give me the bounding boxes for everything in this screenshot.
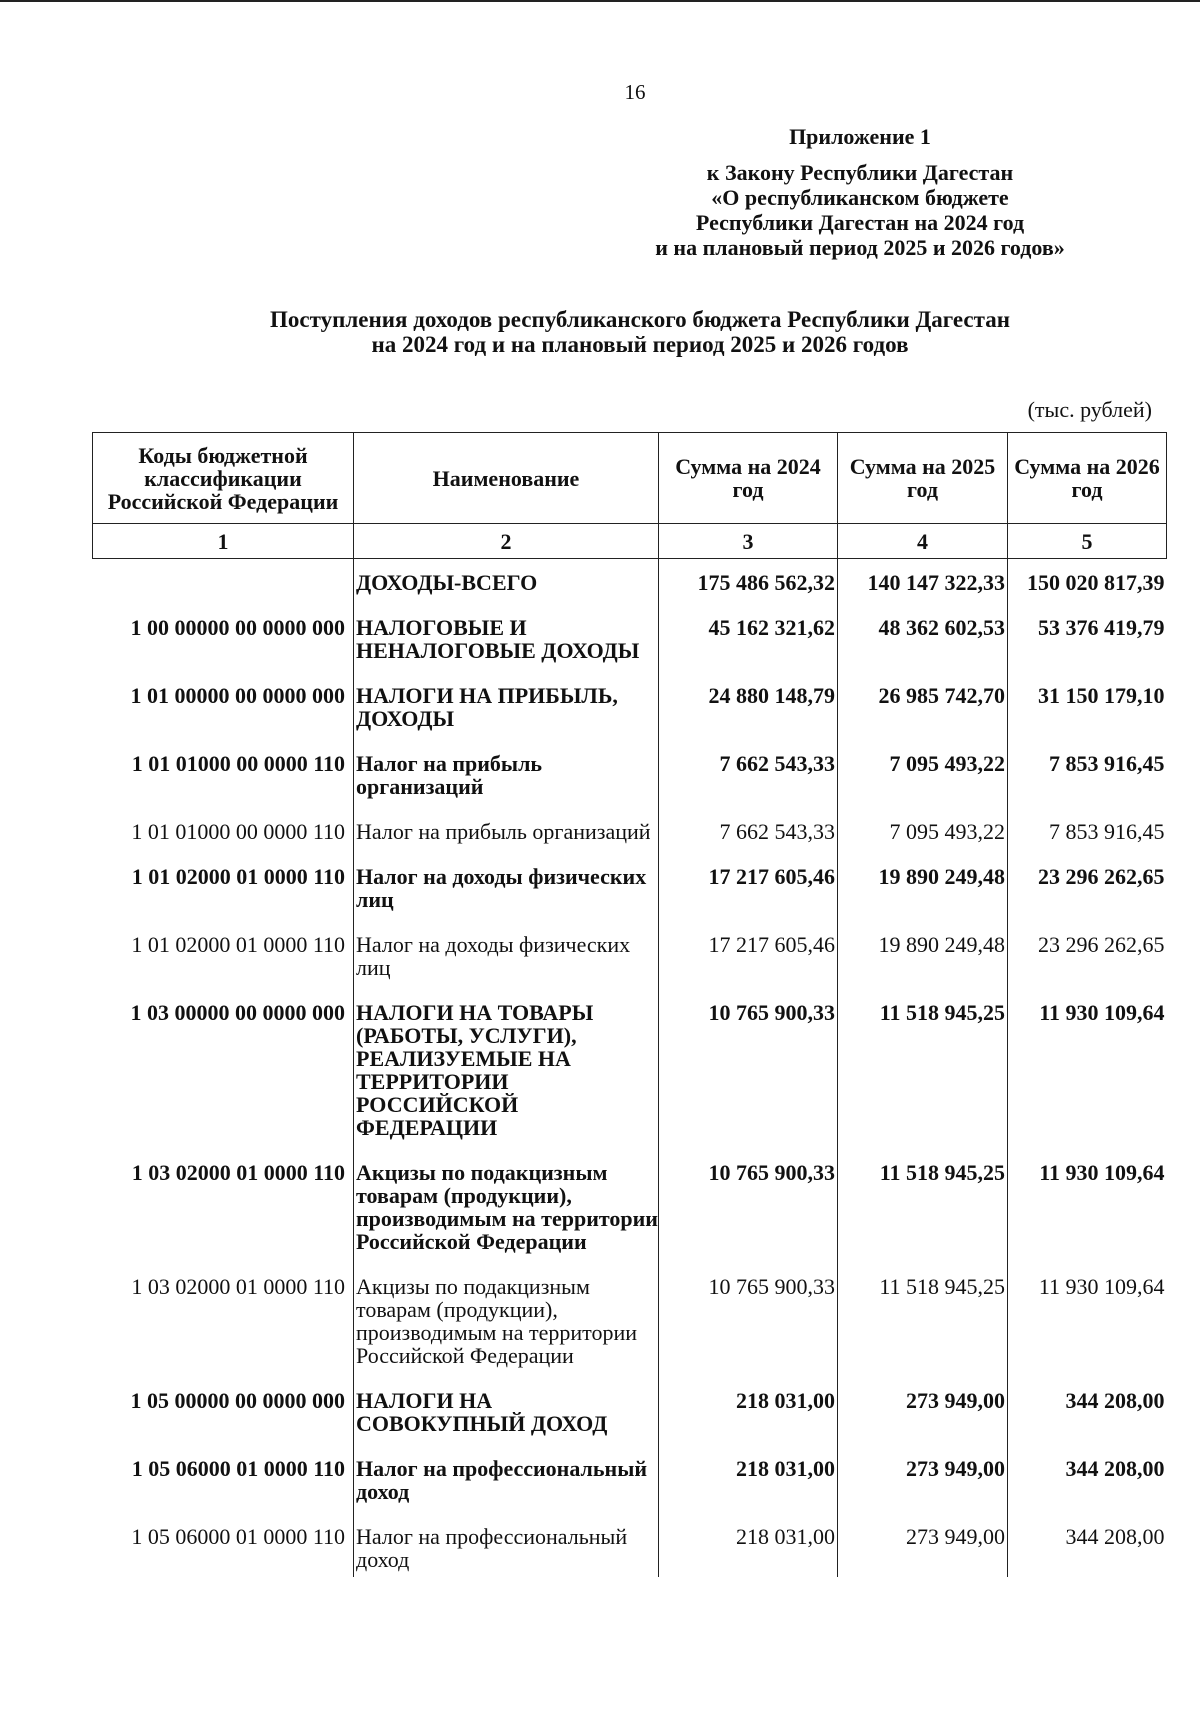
row-name: ДОХОДЫ-ВСЕГО — [354, 559, 659, 607]
row-sum-2024: 7 662 543,33 — [659, 810, 838, 855]
row-code: 1 05 06000 01 0000 110 — [131, 1456, 345, 1481]
table-row — [93, 1447, 1167, 1515]
row-name: Акцизы по подакцизным товарам (продукции), производимым на территории Российской Федерации — [354, 1151, 659, 1265]
row-sum-2025: 11 518 945,25 — [838, 1151, 1008, 1265]
row-sum-2025: 48 362 602,53 — [838, 606, 1008, 674]
column-number: 1 — [93, 524, 354, 559]
row-sum-2024: 17 217 605,46 — [659, 855, 838, 923]
table-row — [93, 742, 1167, 810]
row-sum-2026: 344 208,00 — [1065, 1456, 1165, 1481]
row-name: Налог на прибыль организаций — [354, 742, 659, 810]
row-sum-2024: 24 880 148,79 — [659, 674, 838, 742]
row-code: 1 00 00000 00 0000 000 — [130, 615, 345, 640]
header-sum-2024: Сумма на 2024 год — [659, 433, 838, 524]
appendix-line: и на плановый период 2025 и 2026 годов» — [655, 235, 1065, 260]
row-sum-2026: 11 930 109,64 — [1039, 1160, 1165, 1185]
row-sum-2025: 7 095 493,22 — [838, 742, 1008, 810]
row-code — [93, 559, 354, 607]
row-code: 1 03 00000 00 0000 000 — [130, 1000, 345, 1025]
row-code: 1 01 01000 00 0000 110 — [131, 819, 345, 844]
row-name: НАЛОГИ НА ТОВАРЫ (РАБОТЫ, УСЛУГИ), РЕАЛИЗУЕМЫЕ НА ТЕРРИТОРИИ РОССИЙСКОЙ ФЕДЕРАЦИИ — [354, 991, 659, 1151]
row-code: 1 03 02000 01 0000 110 — [131, 1274, 345, 1299]
row-sum-2025: 26 985 742,70 — [838, 674, 1008, 742]
table-row — [93, 855, 1167, 923]
page-number: 16 — [624, 80, 646, 104]
table-row — [93, 1265, 1167, 1379]
row-sum-2025: 19 890 249,48 — [838, 855, 1008, 923]
table-row — [93, 923, 1167, 991]
row-sum-2025: 273 949,00 — [838, 1379, 1008, 1447]
row-name: Акцизы по подакцизным товарам (продукции), производимым на территории Российской Федерации — [354, 1265, 659, 1379]
row-name: Налог на прибыль организаций — [354, 810, 659, 855]
row-sum-2025: 11 518 945,25 — [838, 1265, 1008, 1379]
row-sum-2026: 23 296 262,65 — [1038, 864, 1165, 889]
row-name: Налог на профессиональный доход — [354, 1515, 659, 1577]
row-name: Налог на профессиональный доход — [354, 1447, 659, 1515]
appendix-block — [600, 124, 1120, 260]
column-number: 4 — [838, 524, 1008, 559]
row-code: 1 01 01000 00 0000 110 — [131, 751, 345, 776]
column-number: 5 — [1008, 524, 1167, 559]
row-sum-2026: 344 208,00 — [1065, 1388, 1165, 1413]
row-sum-2024: 218 031,00 — [659, 1379, 838, 1447]
row-sum-2024: 10 765 900,33 — [659, 1151, 838, 1265]
table-row — [93, 1379, 1167, 1447]
row-name: НАЛОГИ НА СОВОКУПНЫЙ ДОХОД — [354, 1379, 659, 1447]
row-code: 1 01 02000 01 0000 110 — [131, 864, 345, 889]
row-code: 1 03 02000 01 0000 110 — [131, 1160, 345, 1185]
row-sum-2024: 45 162 321,62 — [659, 606, 838, 674]
table-row — [93, 1151, 1167, 1265]
row-sum-2025: 273 949,00 — [838, 1515, 1008, 1577]
row-sum-2024: 7 662 543,33 — [659, 742, 838, 810]
appendix-line: к Закону Республики Дагестан — [706, 160, 1014, 185]
table-header-row — [93, 433, 1167, 524]
header-sum-2026: Сумма на 2026 год — [1008, 433, 1167, 524]
row-code: 1 01 00000 00 0000 000 — [130, 683, 345, 708]
table-row — [93, 606, 1167, 674]
document-title-line: на 2024 год и на плановый период 2025 и 2026 годов — [371, 332, 909, 357]
row-sum-2026: 53 376 419,79 — [1038, 615, 1165, 640]
appendix-title: Приложение 1 — [789, 124, 931, 149]
row-code: 1 05 00000 00 0000 000 — [130, 1388, 345, 1413]
row-name: НАЛОГОВЫЕ И НЕНАЛОГОВЫЕ ДОХОДЫ — [354, 606, 659, 674]
revenue-table — [92, 432, 1167, 1577]
row-code: 1 05 06000 01 0000 110 — [131, 1524, 345, 1549]
row-sum-2026: 344 208,00 — [1065, 1524, 1165, 1549]
table-row — [93, 674, 1167, 742]
row-name: Налог на доходы физических лиц — [354, 855, 659, 923]
row-sum-2025: 140 147 322,33 — [838, 559, 1008, 607]
row-name: Налог на доходы физических лиц — [354, 923, 659, 991]
document-title-line: Поступления доходов республиканского бюджета Республики Дагестан — [270, 307, 1010, 332]
row-name: НАЛОГИ НА ПРИБЫЛЬ, ДОХОДЫ — [354, 674, 659, 742]
header-sum-2025: Сумма на 2025 год — [838, 433, 1008, 524]
appendix-line: Республики Дагестан на 2024 год — [695, 210, 1025, 235]
row-sum-2024: 10 765 900,33 — [659, 1265, 838, 1379]
table-row — [93, 559, 1167, 607]
header-codes: Коды бюджетной классификации Российской Федерации — [93, 433, 354, 524]
row-sum-2026: 11 930 109,64 — [1038, 1274, 1165, 1299]
column-number: 3 — [659, 524, 838, 559]
row-sum-2024: 218 031,00 — [659, 1515, 838, 1577]
row-sum-2025: 7 095 493,22 — [838, 810, 1008, 855]
document-title — [160, 307, 1120, 357]
row-sum-2026: 150 020 817,39 — [1027, 570, 1165, 595]
table-row — [93, 1515, 1167, 1577]
table-row — [93, 810, 1167, 855]
appendix-line: «О республиканском бюджете — [711, 185, 1009, 210]
row-sum-2025: 273 949,00 — [838, 1447, 1008, 1515]
row-sum-2026: 23 296 262,65 — [1038, 932, 1165, 957]
row-code: 1 01 02000 01 0000 110 — [131, 932, 345, 957]
row-sum-2026: 7 853 916,45 — [1049, 819, 1165, 844]
row-sum-2024: 218 031,00 — [659, 1447, 838, 1515]
row-sum-2024: 17 217 605,46 — [659, 923, 838, 991]
row-sum-2026: 11 930 109,64 — [1039, 1000, 1165, 1025]
unit-note: (тыс. рублей) — [1027, 397, 1152, 422]
row-sum-2025: 19 890 249,48 — [838, 923, 1008, 991]
row-sum-2024: 175 486 562,32 — [659, 559, 838, 607]
row-sum-2025: 11 518 945,25 — [838, 991, 1008, 1151]
row-sum-2024: 10 765 900,33 — [659, 991, 838, 1151]
column-number: 2 — [354, 524, 659, 559]
table-row — [93, 991, 1167, 1151]
row-sum-2026: 7 853 916,45 — [1049, 751, 1165, 776]
column-number-row — [93, 524, 1167, 559]
page-top-border — [0, 0, 1200, 2]
row-sum-2026: 31 150 179,10 — [1038, 683, 1165, 708]
header-name: Наименование — [354, 433, 659, 524]
